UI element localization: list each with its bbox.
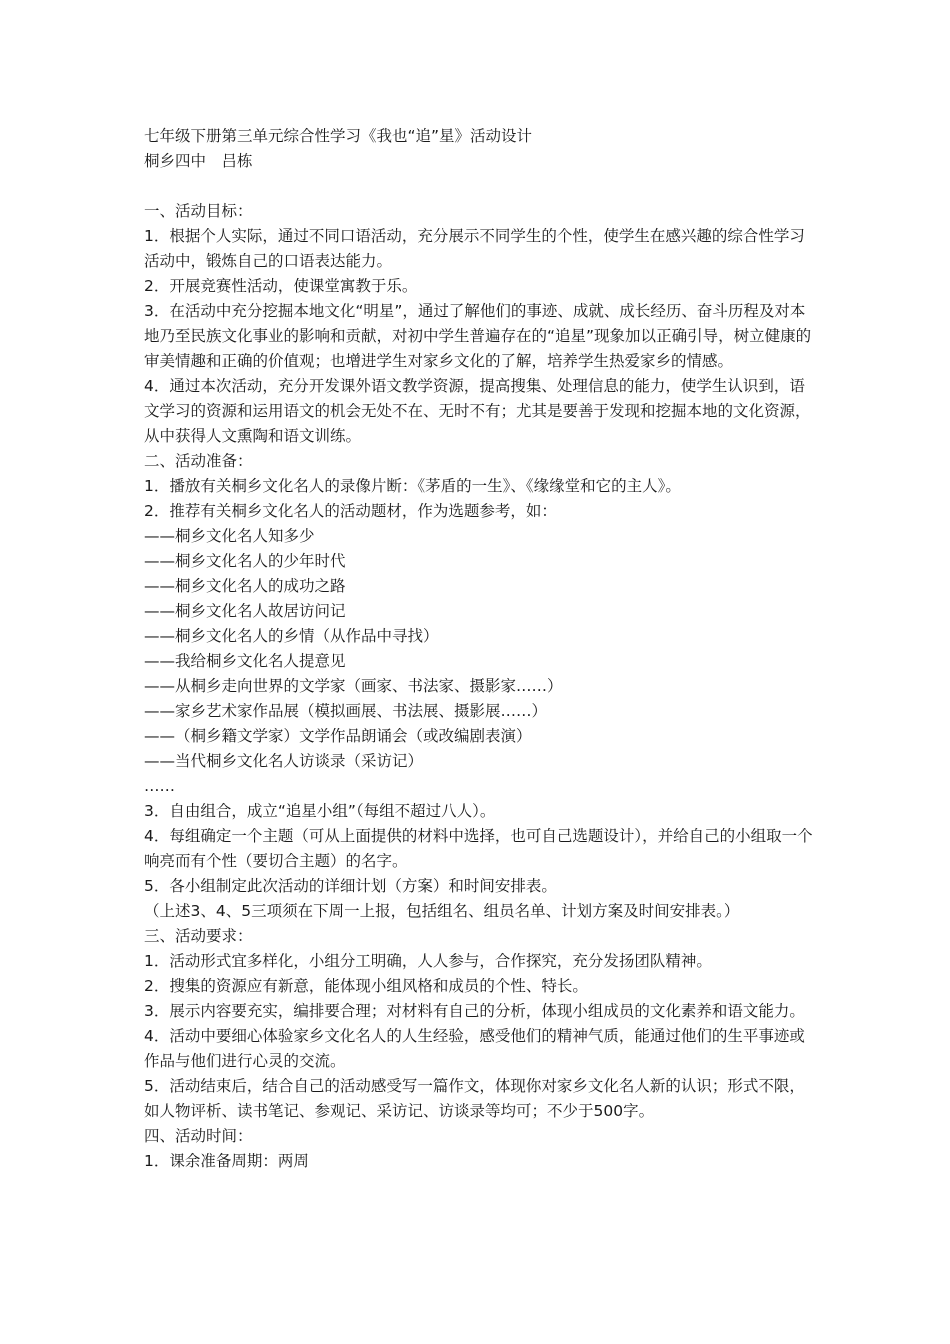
section-heading-goals: 一、活动目标： <box>144 202 253 220</box>
topic-ellipsis: …… <box>144 777 175 795</box>
goal-item: 2．开展竞赛性活动，使课堂寓教于乐。 <box>144 277 418 295</box>
time-item: 1．课余准备周期：两周 <box>144 1152 309 1170</box>
preparation-item: 5．各小组制定此次活动的详细计划（方案）和时间安排表。 <box>144 877 557 895</box>
preparation-note: （上述3、4、5三项须在下周一上报，包括组名、组员名单、计划方案及时间安排表。） <box>144 902 740 920</box>
section-heading-time: 四、活动时间： <box>144 1127 253 1145</box>
requirement-item: 4．活动中要细心体验家乡文化名人的人生经验，感受他们的精神气质，能通过他们的生平事迹或作品与他们进行心灵的交流。 <box>144 1027 805 1070</box>
topic-item: ——（桐乡籍文学家）文学作品朗诵会（或改编剧表演） <box>144 727 532 745</box>
topic-item: ——桐乡文化名人的成功之路 <box>144 577 346 595</box>
goal-item: 4．通过本次活动，充分开发课外语文教学资源，提高搜集、处理信息的能力，使学生认识到，语文学习的资源和运用语文的机会无处不在、无时不有；尤其是要善于发现和挖掘本地的文化资源，从中获得人文熏陶和语文训练。 <box>144 377 811 445</box>
document-body <box>144 124 814 1174</box>
topic-item: ——桐乡文化名人故居访问记 <box>144 602 346 620</box>
requirement-item: 5．活动结束后，结合自己的活动感受写一篇作文，体现你对家乡文化名人新的认识；形式不限，如人物评析、读书笔记、参观记、采访记、访谈录等均可；不少于500字。 <box>144 1077 805 1120</box>
preparation-item: 3．自由组合，成立“追星小组”（每组不超过八人）。 <box>144 802 496 820</box>
topic-item: ——当代桐乡文化名人访谈录（采访记） <box>144 752 424 770</box>
document-title: 七年级下册第三单元综合性学习《我也“追”星》活动设计 <box>144 127 533 145</box>
section-heading-requirements: 三、活动要求： <box>144 927 253 945</box>
document-author: 桐乡四中 吕栋 <box>144 152 253 170</box>
topic-item: ——家乡艺术家作品展（模拟画展、书法展、摄影展……） <box>144 702 548 720</box>
requirement-item: 2．搜集的资源应有新意，能体现小组风格和成员的个性、特长。 <box>144 977 588 995</box>
requirement-item: 3．展示内容要充实，编排要合理；对材料有自己的分析，体现小组成员的文化素养和语文能力。 <box>144 1002 805 1020</box>
preparation-item: 2．推荐有关桐乡文化名人的活动题材，作为选题参考，如： <box>144 502 557 520</box>
preparation-item: 4．每组确定一个主题（可从上面提供的材料中选择，也可自己选题设计），并给自己的小组取一个响亮而有个性（要切合主题）的名字。 <box>144 827 813 870</box>
topic-item: ——桐乡文化名人的乡情（从作品中寻找） <box>144 627 439 645</box>
topic-item: ——从桐乡走向世界的文学家（画家、书法家、摄影家……） <box>144 677 563 695</box>
topic-item: ——我给桐乡文化名人提意见 <box>144 652 346 670</box>
topic-item: ——桐乡文化名人知多少 <box>144 527 315 545</box>
topic-item: ——桐乡文化名人的少年时代 <box>144 552 346 570</box>
section-heading-preparation: 二、活动准备： <box>144 452 253 470</box>
goal-item: 3．在活动中充分挖掘本地文化“明星”，通过了解他们的事迹、成就、成长经历、奋斗历程及对本地乃至民族文化事业的影响和贡献，对初中学生普遍存在的“追星”现象加以正确引导，树立健康的审美情趣和正确的价值观；也增进学生对家乡文化的了解，培养学生热爱家乡的情感。 <box>144 302 812 370</box>
requirement-item: 1．活动形式宜多样化，小组分工明确，人人参与，合作探究，充分发扬团队精神。 <box>144 952 712 970</box>
preparation-item: 1．播放有关桐乡文化名人的录像片断：《茅盾的一生》、《缘缘堂和它的主人》。 <box>144 477 681 495</box>
blank-line <box>144 174 814 199</box>
goal-item: 1．根据个人实际，通过不同口语活动，充分展示不同学生的个性，使学生在感兴趣的综合性学习活动中，锻炼自己的口语表达能力。 <box>144 227 805 270</box>
